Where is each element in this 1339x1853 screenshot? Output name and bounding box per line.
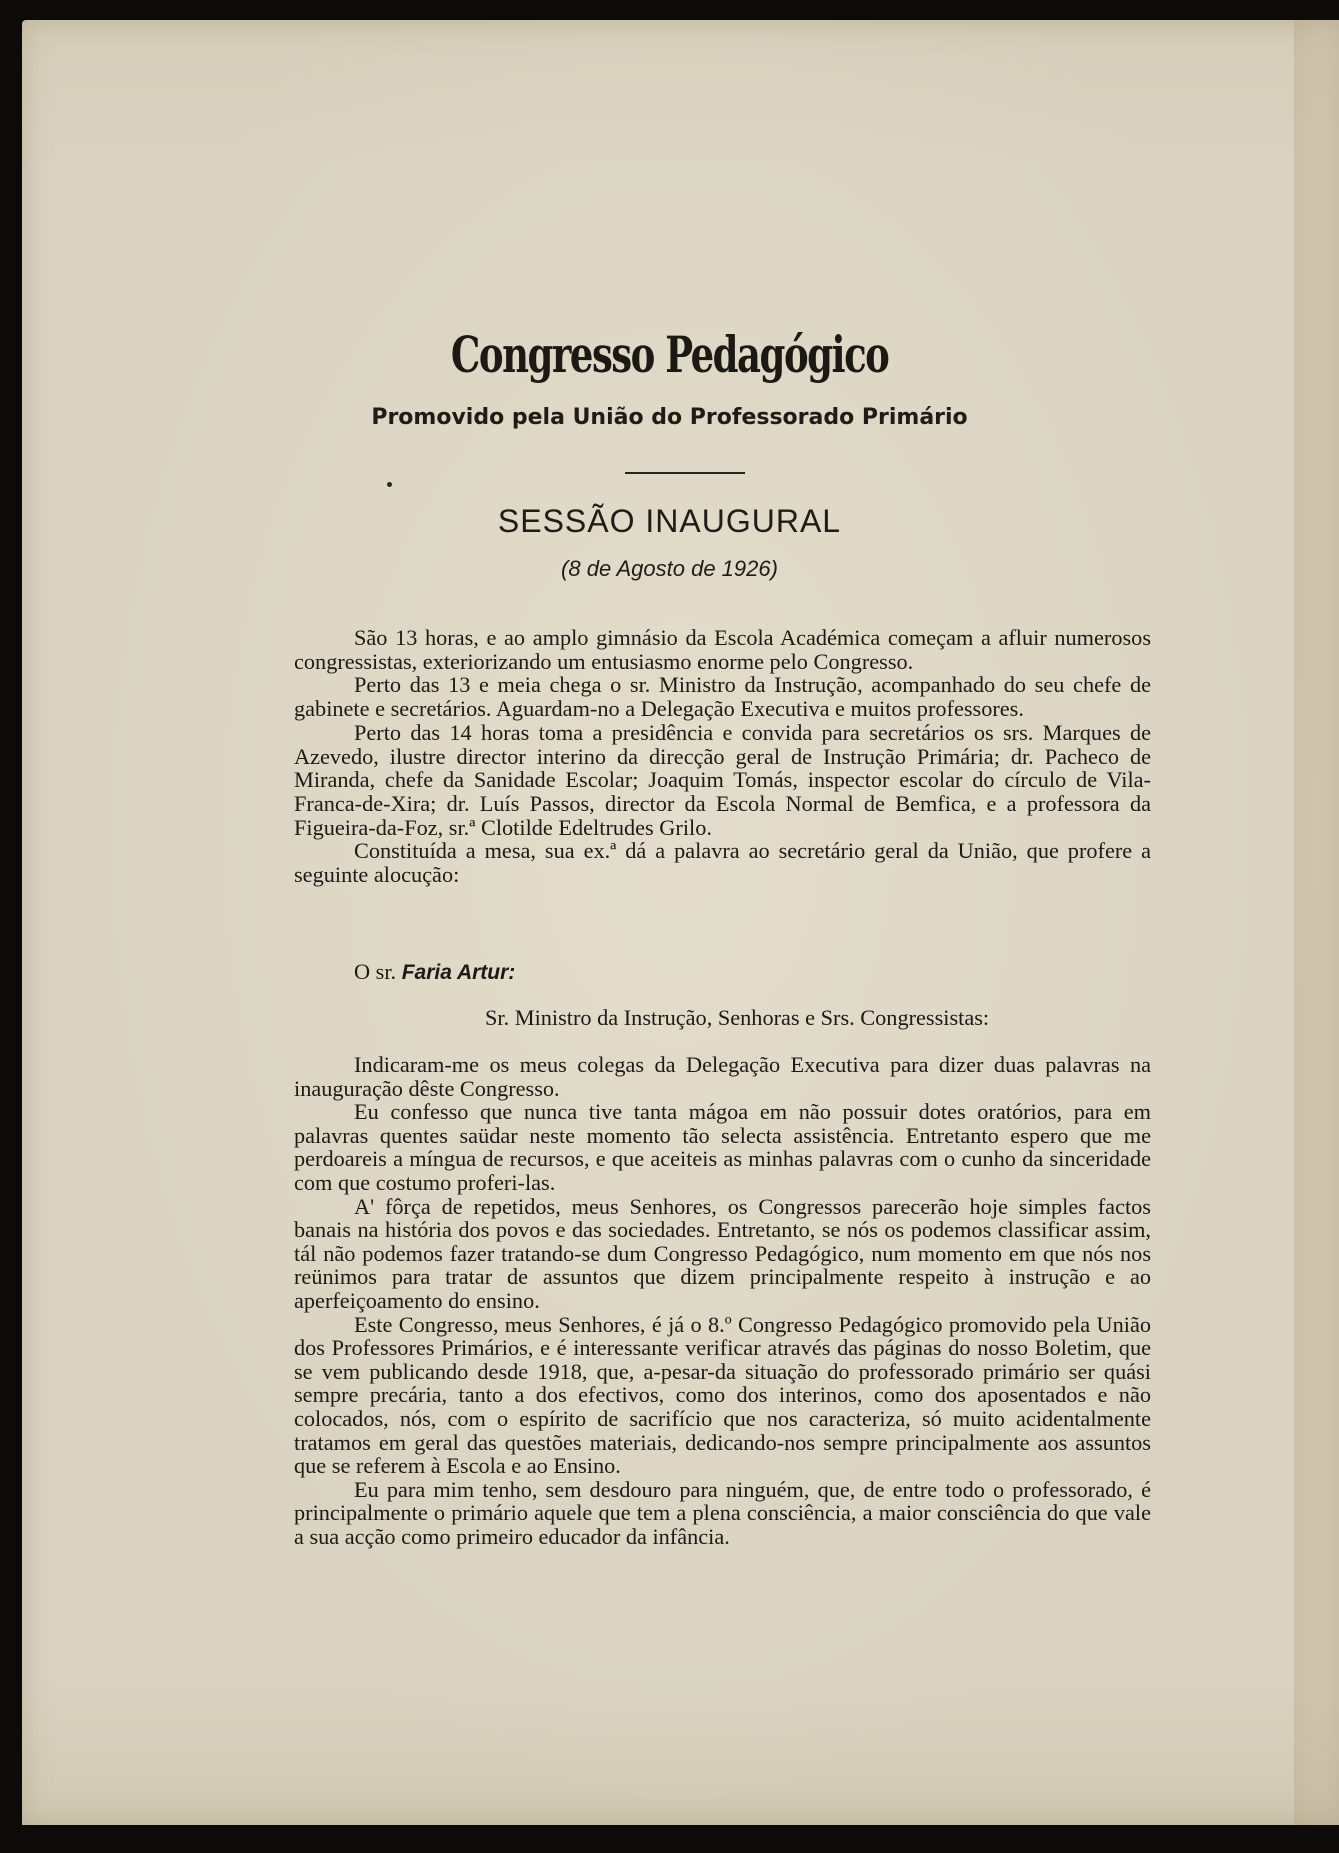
document-subtitle: Promovido pela União do Professorado Primário <box>371 405 968 430</box>
speech-paragraph: Indicaram-me os meus colegas da Delegação Executiva para dizer duas palavras na inauguração dêste Congresso. <box>294 1052 1151 1101</box>
speech-salutation: Sr. Ministro da Instrução, Senhoras e Srs. Congressistas: <box>485 1005 990 1030</box>
intro-paragraph: Perto das 13 e meia chega o sr. Ministro da Instrução, acompanhado do seu chefe de gabinete e secretários. Aguardam-no a Delegação Executiva e muitos professores. <box>294 672 1151 722</box>
ink-speck <box>387 482 392 487</box>
document-title: Congresso Pedagógico <box>450 325 889 384</box>
speech-paragraph: Eu para mim tenho, sem desdouro para ninguém, que, de entre todo o professorado, é principalmente o primário aquele que tem a plena consciência, a maior consciência do que vale a sua acção como primeiro educador da infância. <box>294 1476 1151 1549</box>
speech-text <box>294 1053 1151 1548</box>
speech-paragraph: Eu confesso que nunca tive tanta mágoa em não possuir dotes oratórios, para em palavras quentes saüdar neste momento tão selecta assistência. Entretanto espero que me perdoareis a míngua de recursos, e que aceiteis as minhas palavras com o cunho da sinceridade com que costumo proferi-las. <box>294 1099 1151 1195</box>
intro-paragraph: Perto das 14 horas toma a presidência e convida para secretários os srs. Marques de Azevedo, ilustre director interino da direcção geral de Instrução Primária; dr. Pacheco de Miranda, chefe da Sanidade Escolar; Joaquim Tomás, inspector escolar do círculo de Vila-Franca-de-Xira; dr. Luís Passos, director da Escola Normal de Bemfica, e a professora da Figueira-da-Foz, sr.ª Clotilde Edeltrudes Grilo. <box>294 719 1151 840</box>
speaker-line <box>354 959 515 985</box>
intro-paragraph: Constituída a mesa, sua ex.ª dá a palavra ao secretário geral da União, que profere a seguinte alocução: <box>294 838 1151 888</box>
intro-text <box>294 626 1151 887</box>
speaker-name: Faria Artur: <box>401 961 516 984</box>
session-date: (8 de Agosto de 1926) <box>561 556 778 581</box>
title-divider <box>625 472 745 474</box>
speech-paragraph: A' fôrça de repetidos, meus Senhores, os Congressos parecerão hoje simples factos banais na história dos povos e das sociedades. Entretanto, se nós os podemos classificar assim, tál não podemos fazer tratando-se dum Congresso Pedagógico, num momento em que nós nos reünimos para tratar de assuntos que dizem principalmente respeito à instrução e ao aperfeiçoamento do ensino. <box>294 1193 1151 1313</box>
document-page <box>22 20 1339 1825</box>
intro-paragraph: São 13 horas, e ao amplo gimnásio da Escola Académica começam a afluir numerosos congressistas, exteriorizando um entusiasmo enorme pelo Congresso. <box>294 625 1151 674</box>
session-heading: SESSÃO INAUGURAL <box>497 503 842 539</box>
speaker-prefix: O sr. <box>354 959 397 984</box>
page-edge-shadow <box>1294 20 1339 1825</box>
speech-paragraph: Este Congresso, meus Senhores, é já o 8.º Congresso Pedagógico promovido pela União dos Professores Primários, e é interessante verificar através das páginas do nosso Boletim, que se vem publicando desde 1918, que, a-pesar-da situação do professorado primário ser quási sempre precária, tanto a dos efectivos, como dos interinos, como dos aposentados e não colocados, nós, com o espírito de sacrifício que nos caracteriza, só muito acidentalmente tratamos em geral das questões materiais, dedicando-nos sempre principalmente aos assuntos que se referem à Escola e ao Ensino. <box>294 1311 1151 1479</box>
